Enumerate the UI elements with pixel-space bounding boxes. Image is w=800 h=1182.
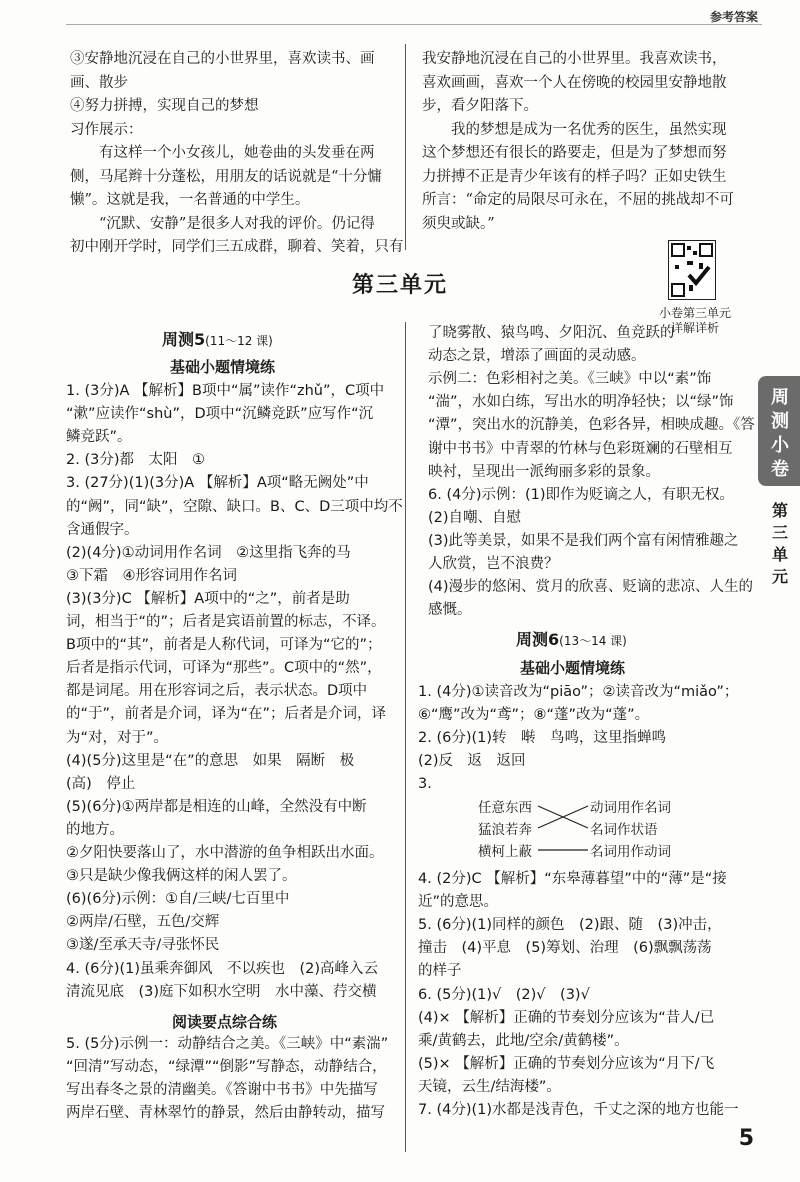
essay-line: 初中刚开学时，同学们三五成群，聊着、笑着，只有 bbox=[70, 239, 404, 255]
section-basic-left: 基础小题情境练 bbox=[170, 358, 276, 376]
answer-line: 7. (4分)(1)水都是浅青色，千丈之深的地方也能一 bbox=[418, 1102, 739, 1118]
unit-title: 第三单元 bbox=[351, 273, 448, 298]
answer-line: 的“于”，前者是介词，译为“在”；后者是介词，译 bbox=[66, 706, 387, 723]
header-rule bbox=[66, 24, 762, 25]
answer-line: “湍”，水如白练，写出水的明净轻快；以“绿”饰 bbox=[428, 394, 734, 411]
answer-line: 映衬，呈现出一派绚丽多彩的景象。 bbox=[428, 463, 660, 480]
answer-line: 1. (3分)A 【解析】B项中“属”读作“zhǔ”，C项中 bbox=[66, 383, 385, 399]
answer-line: 2. (3分)都 太阳 ① bbox=[66, 452, 205, 469]
match-right-3: 名词用作动词 bbox=[590, 844, 671, 860]
essay-line: 习作展示： bbox=[70, 121, 143, 138]
essay-line: 画、散步 bbox=[70, 74, 128, 91]
answer-line: (5)× 【解析】正确的节奏划分应该为“月下/飞 bbox=[418, 1055, 715, 1072]
essay-line: 步，看夕阳落下。 bbox=[422, 98, 538, 114]
answer-line: ③下霜 ④形容词用作名词 bbox=[66, 567, 237, 584]
answer-line: 的“阙”，同“缺”，空隙、缺口。B、C、D三项中均不 bbox=[66, 498, 403, 515]
answer-line: 人欣赏，岂不浪费？ bbox=[428, 556, 559, 572]
answer-line: (2)(4分)①动词用作名词 ②这里指飞奔的马 bbox=[66, 544, 351, 561]
answer-line: 后者是指示代词，可译为“那些”。C项中的“然”， bbox=[66, 660, 382, 677]
qr-code-icon[interactable] bbox=[668, 240, 716, 300]
answer-line: 天镜，云生/结海楼”。 bbox=[418, 1078, 561, 1095]
match-lines bbox=[420, 790, 720, 860]
answer-line: 了晓雾散、猿鸟鸣、夕阳沉、鱼竞跃的 bbox=[428, 325, 675, 341]
answer-line: ②夕阳快要落山了，水中潜游的鱼争相跃出水面。 bbox=[66, 845, 384, 861]
essay-line: 力拼搏不正是青少年该有的样子吗？正如史铁生 bbox=[422, 168, 727, 185]
answer-line: 2. (6分)(1)转 啭 鸟鸣，这里指蝉鸣 bbox=[418, 730, 667, 747]
essay-line: 有这样一个小女孩儿，她卷曲的头发垂在两 bbox=[70, 145, 375, 161]
week5-label: 周测5 bbox=[162, 330, 206, 349]
essay-line: “沉默、安静”是很多人对我的评价。仍记得 bbox=[70, 215, 375, 232]
answer-line: 撞击 (4)平息 (5)筹划、治理 (6)飘飘荡荡 bbox=[418, 940, 712, 957]
answer-line: 4. (6分)(1)虽乘奔御风 不以疾也 (2)高峰入云 bbox=[66, 960, 379, 977]
essay-line: 这个梦想还有很长的路要走，但是为了梦想而努 bbox=[422, 145, 727, 161]
essay-line: 所言：“命定的局限尽可永在，不屈的挑战却不可 bbox=[422, 192, 734, 208]
answer-line: ③只是缺少像我俩这样的闲人罢了。 bbox=[66, 868, 297, 885]
answer-line: 乘/黄鹤去，此地/空余/黄鹤楼”。 bbox=[418, 1032, 629, 1049]
answer-line: ②两岸/石壁，五色/交辉 bbox=[66, 914, 220, 931]
answer-line: 6. (5分)(1)√ (2)√ (3)√ bbox=[418, 986, 590, 1003]
header-label: 参考答案 bbox=[709, 10, 758, 24]
answer-line: 鳞竞跃”。 bbox=[66, 429, 132, 446]
answer-line: 6. (4分)示例：(1)即作为贬谪之人，有职无权。 bbox=[428, 486, 735, 503]
answer-line: (4)× 【解析】正确的节奏划分应该为“昔人/已 bbox=[418, 1009, 715, 1026]
essay-line: 懒”。这就是我，一名普通的中学生。 bbox=[70, 192, 310, 208]
answer-line: ③遂/至承天寺/寻张怀民 bbox=[66, 937, 220, 954]
column-divider-top bbox=[405, 44, 406, 250]
side-tab-label: 周测小卷 bbox=[771, 387, 789, 480]
answer-line: 5. (5分)示例一：动静结合之美。《三峡》中“素湍” bbox=[66, 1036, 389, 1052]
qr-caption-line-2: 详解详析 bbox=[670, 321, 719, 335]
answer-line: 谢中书书》中青翠的竹林与色彩斑斓的石壁相互 bbox=[428, 440, 733, 457]
answer-line: 3. bbox=[418, 776, 432, 793]
answer-line: 3. (27分)(1)(3分)A 【解析】A项“略无阙处”中 bbox=[66, 475, 369, 492]
answer-line: 动态之景，增添了画面的灵动感。 bbox=[428, 348, 646, 365]
essay-line: ③安静地沉浸在自己的小世界里，喜欢读书、画 bbox=[70, 51, 375, 67]
answer-line: 为“对，对于”。 bbox=[66, 729, 169, 746]
match-left-3: 横柯上蔽 bbox=[478, 844, 532, 860]
answer-line: 4. (2分)C 【解析】“东皋薄暮望”中的“薄”是“接 bbox=[418, 871, 727, 887]
section-basic-right: 基础小题情境练 bbox=[520, 659, 626, 677]
answer-line: “潭”，突出水的沉静美，色彩各异，相映成趣。《答 bbox=[428, 417, 755, 434]
answer-line: B项中的“其”，前者是人称代词，可译为“它的”； bbox=[66, 637, 382, 654]
match-right-1: 动词用作名词 bbox=[590, 800, 671, 816]
essay-line: 喜欢画画，喜欢一个人在傍晚的校园里安静地散 bbox=[422, 74, 727, 91]
match-left-1: 任意东西 bbox=[478, 800, 532, 816]
week5-range: (11～12 课) bbox=[205, 334, 273, 348]
answer-line: (4)(5分)这里是“在”的意思 如果 隔断 极 bbox=[66, 752, 355, 769]
section-reading: 阅读要点综合练 bbox=[172, 1013, 278, 1031]
qr-caption-line-1: 小卷第三单元 bbox=[658, 306, 731, 320]
match-right-2: 名词作状语 bbox=[590, 822, 658, 838]
week6-title bbox=[516, 627, 627, 650]
answer-line: “漱”应读作“shù”，D项中“沉鳞竞跃”应写作“沉 bbox=[66, 406, 374, 423]
page-number: 5 bbox=[738, 1126, 754, 1151]
answer-line: (3)此等美景，如果不是我们两个富有闲情雅趣之 bbox=[428, 532, 739, 549]
answer-line: (4)漫步的悠闲、赏月的欣喜、贬谪的悲凉、人生的 bbox=[428, 579, 754, 596]
essay-line: ④努力拼搏，实现自己的梦想 bbox=[70, 98, 259, 114]
essay-line: 我安静地沉浸在自己的小世界里。我喜欢读书， bbox=[422, 51, 727, 67]
answer-line: 都是词尾。用在形容词之后，表示状态。D项中 bbox=[66, 683, 368, 700]
answer-line: 含通假字。 bbox=[66, 521, 139, 538]
answer-line: (高) 停止 bbox=[66, 775, 136, 792]
answer-line: (2)反 返 返回 bbox=[418, 753, 526, 770]
side-unit-label: 第三单元 bbox=[771, 501, 788, 586]
essay-line: 我的梦想是成为一名优秀的医生，虽然实现 bbox=[422, 121, 727, 138]
answer-line: (5)(6分)①两岸都是相连的山峰，全然没有中断 bbox=[66, 798, 367, 815]
answer-line: 清流见底 (3)庭下如积水空明 水中藻、荇交横 bbox=[66, 983, 377, 1000]
essay-line: 侧，马尾辫十分蓬松，用朋友的话说就是“十分慵 bbox=[70, 168, 382, 185]
answer-line: 示例二：色彩相衬之美。《三峡》中以“素”饰 bbox=[428, 371, 712, 388]
week6-label: 周测6 bbox=[516, 630, 560, 649]
match-left-2: 猛浪若奔 bbox=[478, 822, 532, 838]
answer-line: (6)(6分)示例：①自/三峡/七百里中 bbox=[66, 891, 290, 908]
answer-line: ⑥“鹰”改为“鸢”；⑧“蓬”改为“蓬”。 bbox=[418, 707, 650, 724]
essay-line: 须臾或缺。” bbox=[422, 215, 495, 232]
answer-line: 近”的意思。 bbox=[418, 894, 499, 911]
matching-diagram bbox=[420, 790, 720, 860]
answer-line: 的样子 bbox=[418, 963, 462, 980]
answer-line: 感慨。 bbox=[428, 602, 472, 619]
column-divider-main bbox=[405, 322, 406, 1152]
answer-line: 的地方。 bbox=[66, 821, 124, 838]
answer-line: 5. (6分)(1)同样的颜色 (2)跟、随 (3)冲击， bbox=[418, 917, 722, 934]
answer-line: “回清”写动态，“绿潭”“倒影”写静态，动静结合， bbox=[66, 1059, 387, 1076]
answer-line: (3)(3分)C 【解析】A项中的“之”，前者是助 bbox=[66, 590, 350, 607]
week6-range: (13～14 课) bbox=[559, 634, 627, 648]
answer-line: 两岸石壁、青林翠竹的静景，然后由静转动，描写 bbox=[66, 1105, 385, 1122]
answer-line: 1. (4分)①读音改为“piāo”；②读音改为“miǎo”； bbox=[418, 684, 739, 700]
answer-line: (2)自嘲、自慰 bbox=[428, 509, 522, 526]
answer-line: 写出春冬之景的清幽美。《答谢中书书》中先描写 bbox=[66, 1082, 378, 1099]
answer-line: 词，相当于“的”；后者是宾语前置的标志，不译。 bbox=[66, 614, 386, 630]
week5-title bbox=[162, 327, 273, 350]
